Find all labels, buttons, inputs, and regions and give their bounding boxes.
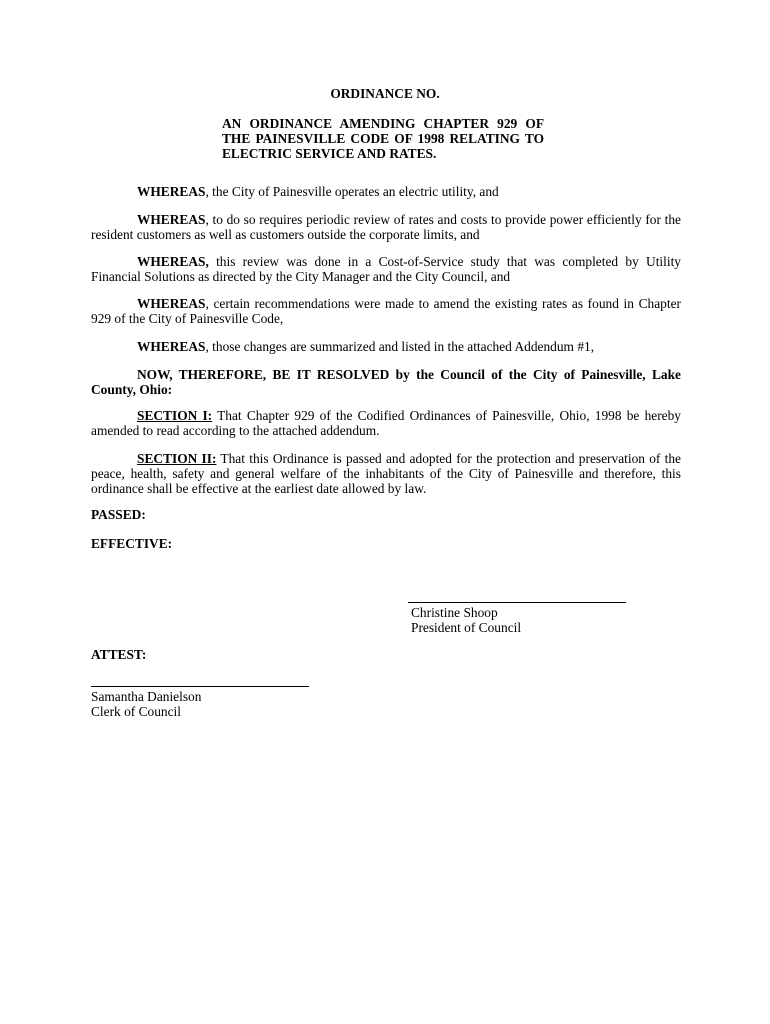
whereas-text: this review was done in a Cost-of-Service study that was completed by Utility Financial Solutions as directed by the City Manager and the City Council, and [91,254,681,284]
ordinance-title: AN ORDINANCE AMENDING CHAPTER 929 OF THE PAINESVILLE CODE OF 1998 RELATING TO ELECTRIC SERVICE AND RATES. [222,116,544,161]
whereas-label: WHEREAS [137,184,206,199]
president-title: President of Council [411,620,522,635]
president-name: Christine Shoop [411,605,498,620]
clerk-name: Samantha Danielson [91,689,202,704]
clerk-signature-line [91,686,309,687]
whereas-paragraph-5 [91,339,681,354]
president-signature-line [408,602,626,603]
clerk-title: Clerk of Council [91,704,182,719]
section-1-text: That Chapter 929 of the Codified Ordinances of Painesville, Ohio, 1998 be hereby amended to read according to the attached addendum. [91,408,681,438]
resolved-clause: NOW, THEREFORE, BE IT RESOLVED by the Council of the City of Painesville, Lake County, Ohio: [91,367,681,397]
whereas-paragraph-4 [91,296,681,326]
whereas-text: , to do so requires periodic review of rates and costs to provide power efficiently for the resident customers as well as customers outside the corporate limits, and [91,212,681,242]
section-1-label: SECTION I: [137,408,213,423]
passed-label: PASSED: [91,507,146,522]
whereas-label: WHEREAS [137,212,206,227]
section-2-label: SECTION II: [137,451,217,466]
whereas-label: WHEREAS [137,296,206,311]
whereas-paragraph-3 [91,254,681,284]
whereas-text: , the City of Painesville operates an electric utility, and [205,184,499,199]
ordinance-heading: ORDINANCE NO. [330,86,440,101]
whereas-paragraph-2 [91,212,681,242]
section-2-text: That this Ordinance is passed and adopted for the protection and preservation of the peace, health, safety and general welfare of the inhabitants of the City of Painesville and therefore, this ordinance shall be effective at the earliest date allowed by law. [91,451,682,496]
attest-label: ATTEST: [91,647,147,662]
section-1 [91,408,681,438]
effective-label: EFFECTIVE: [91,536,173,551]
whereas-paragraph-1 [91,184,681,199]
whereas-label: WHEREAS, [137,254,209,269]
whereas-text: , those changes are summarized and listed in the attached Addendum #1, [205,339,595,354]
whereas-text: , certain recommendations were made to amend the existing rates as found in Chapter 929 of the City of Painesville Code, [91,296,681,326]
section-2 [91,451,681,496]
whereas-label: WHEREAS [137,339,206,354]
